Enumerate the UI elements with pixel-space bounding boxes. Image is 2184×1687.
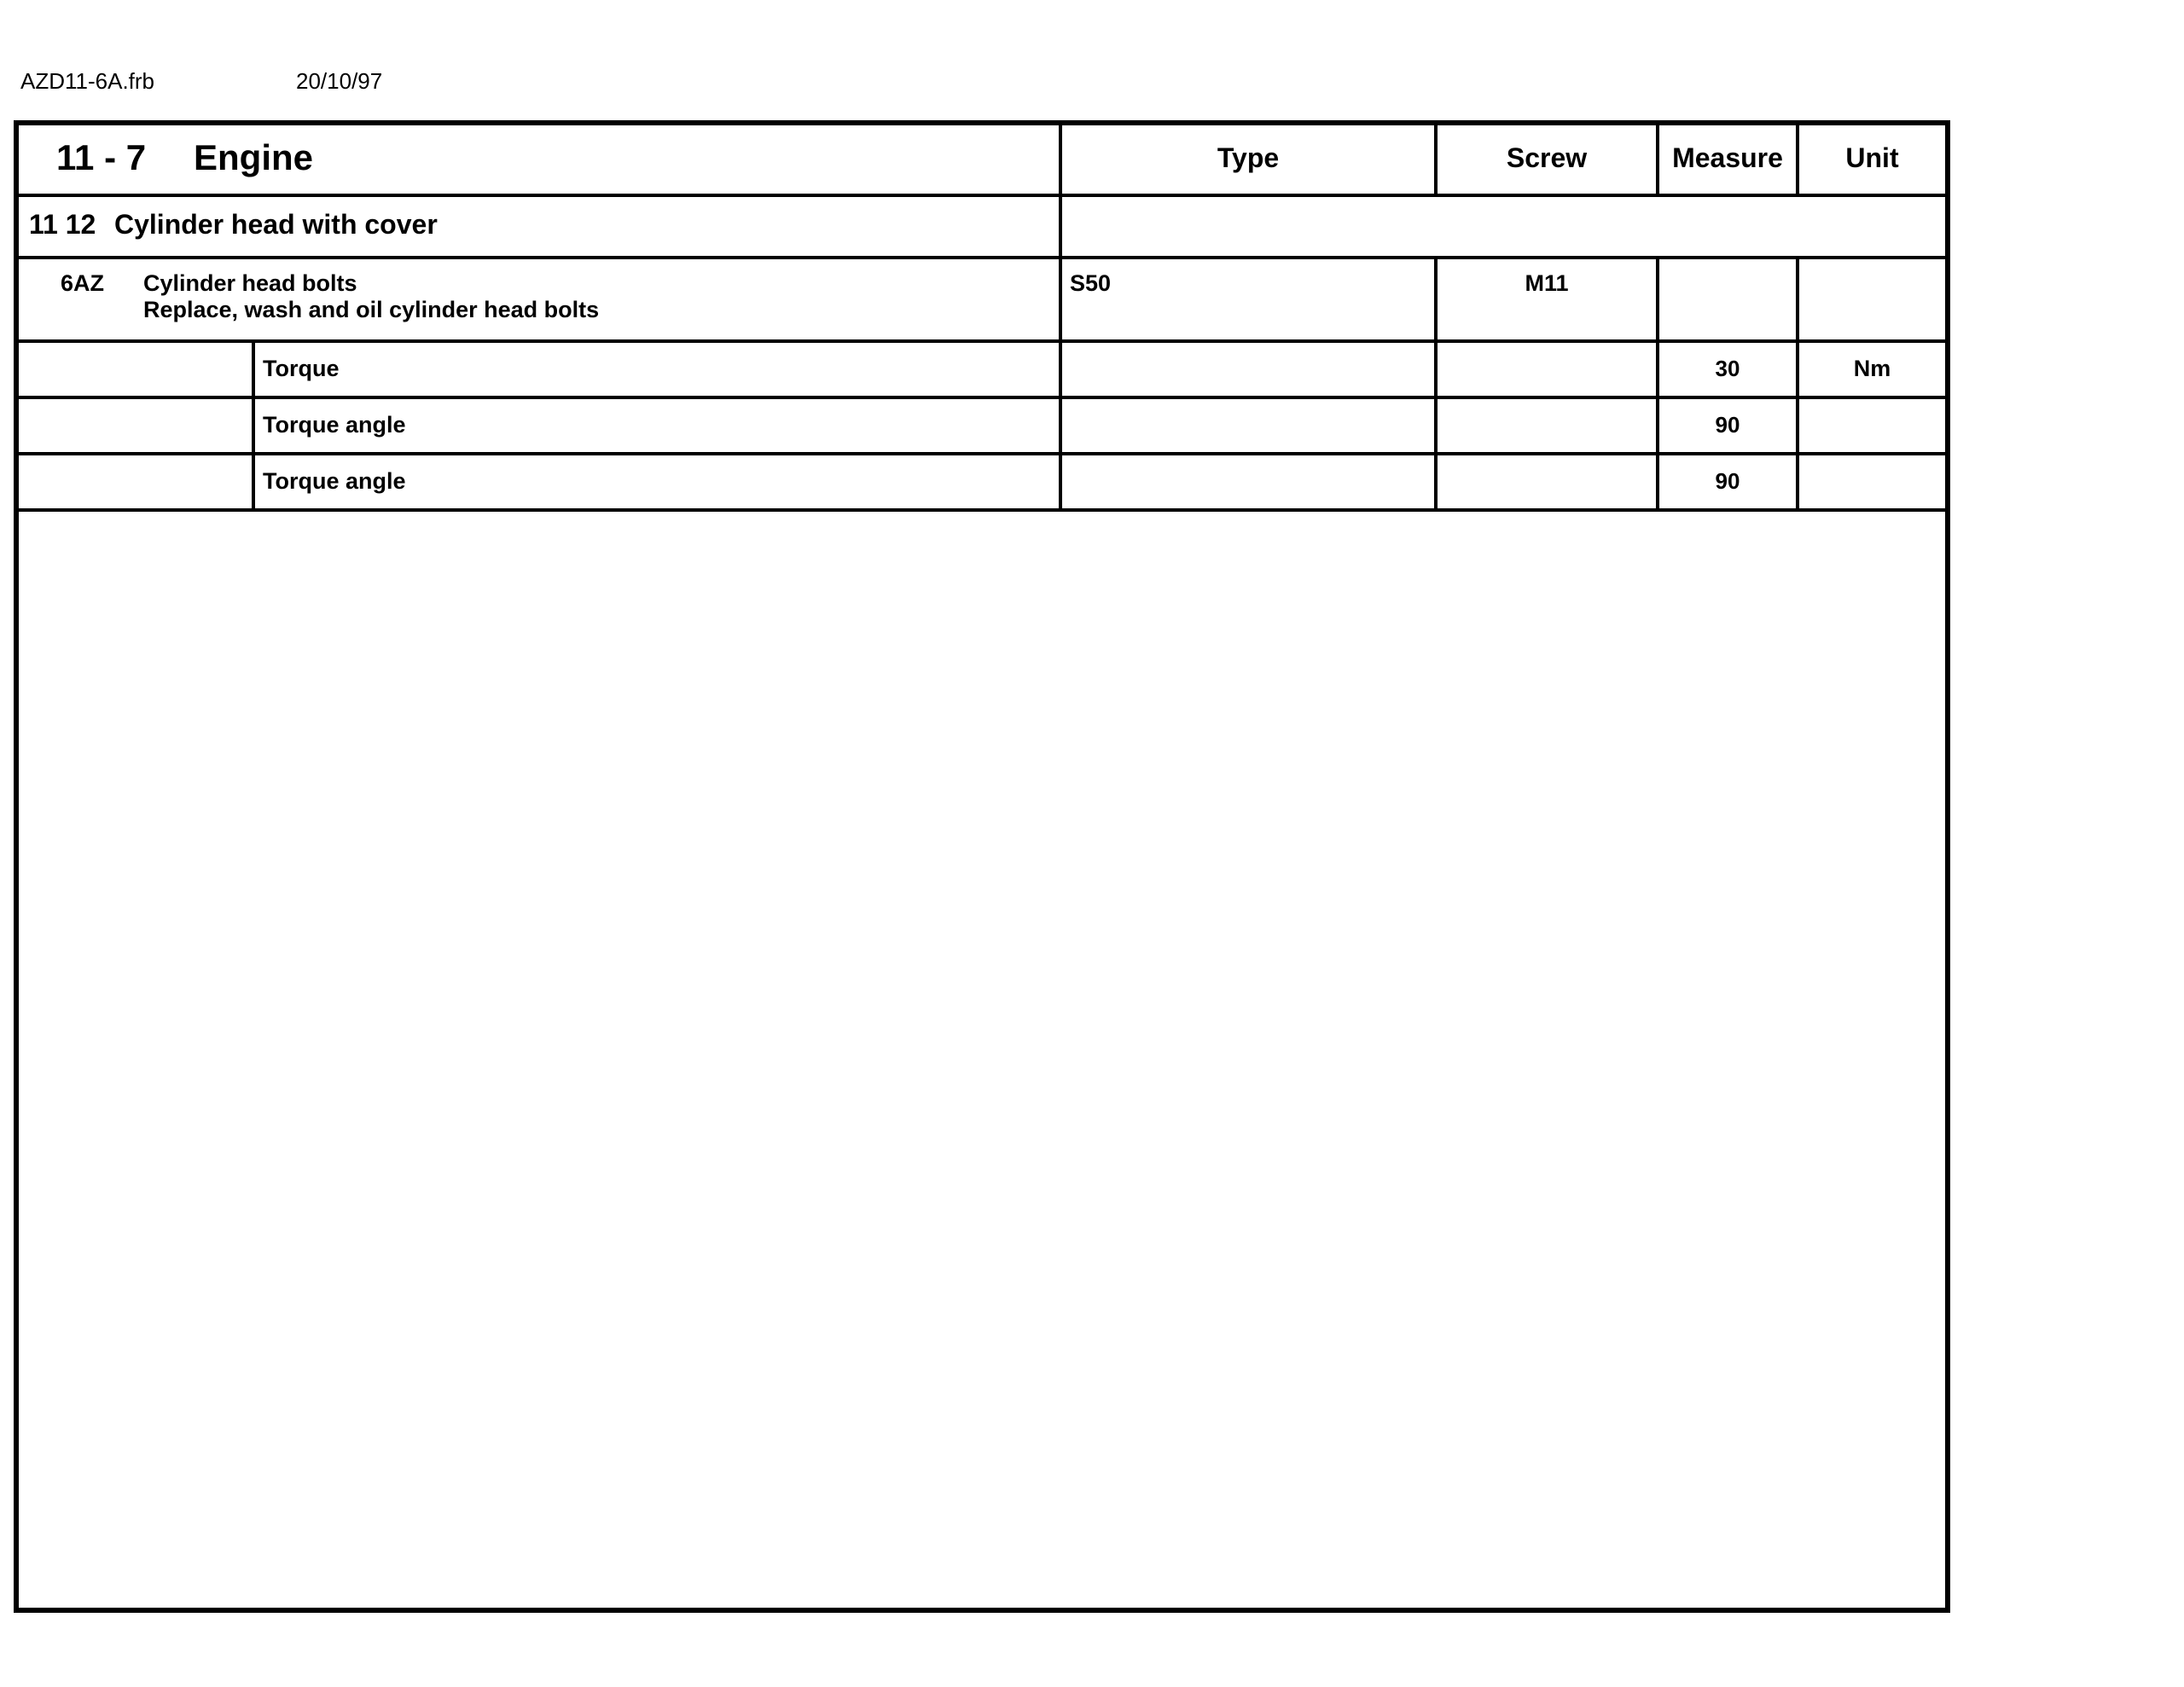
item-note: Replace, wash and oil cylinder head bolts <box>143 297 600 322</box>
divider-measure-unit-body <box>1796 259 1799 512</box>
column-header-measure: Measure <box>1672 142 1783 173</box>
divider-title-type <box>1059 125 1062 512</box>
section-title: Engine <box>194 137 314 177</box>
file-name: AZD11-6A.frb <box>20 68 155 94</box>
column-header-screw: Screw <box>1506 142 1588 173</box>
item-title: Cylinder head bolts <box>143 270 357 296</box>
section-number: 11 - 7 <box>56 137 147 177</box>
step-measure: 90 <box>1715 468 1740 494</box>
step-unit: Nm <box>1853 356 1891 381</box>
step-label: Torque angle <box>263 412 406 438</box>
document-date: 20/10/97 <box>296 68 383 94</box>
column-header-unit: Unit <box>1845 142 1899 173</box>
item-code: 6AZ <box>61 270 105 296</box>
rule-under-header <box>19 194 1945 197</box>
group-title: Cylinder head with cover <box>114 209 438 240</box>
divider-type-screw-body <box>1434 259 1438 512</box>
step-measure: 30 <box>1715 356 1740 381</box>
spec-table <box>14 120 1950 1613</box>
step-label: Torque <box>263 356 340 381</box>
step-label: Torque angle <box>263 468 406 494</box>
group-code: 11 12 <box>29 209 96 240</box>
column-header-type: Type <box>1217 142 1280 173</box>
divider-step-indent <box>252 343 255 512</box>
item-screw: M11 <box>1525 270 1569 296</box>
item-type: S50 <box>1070 270 1112 296</box>
step-measure: 90 <box>1715 412 1740 438</box>
